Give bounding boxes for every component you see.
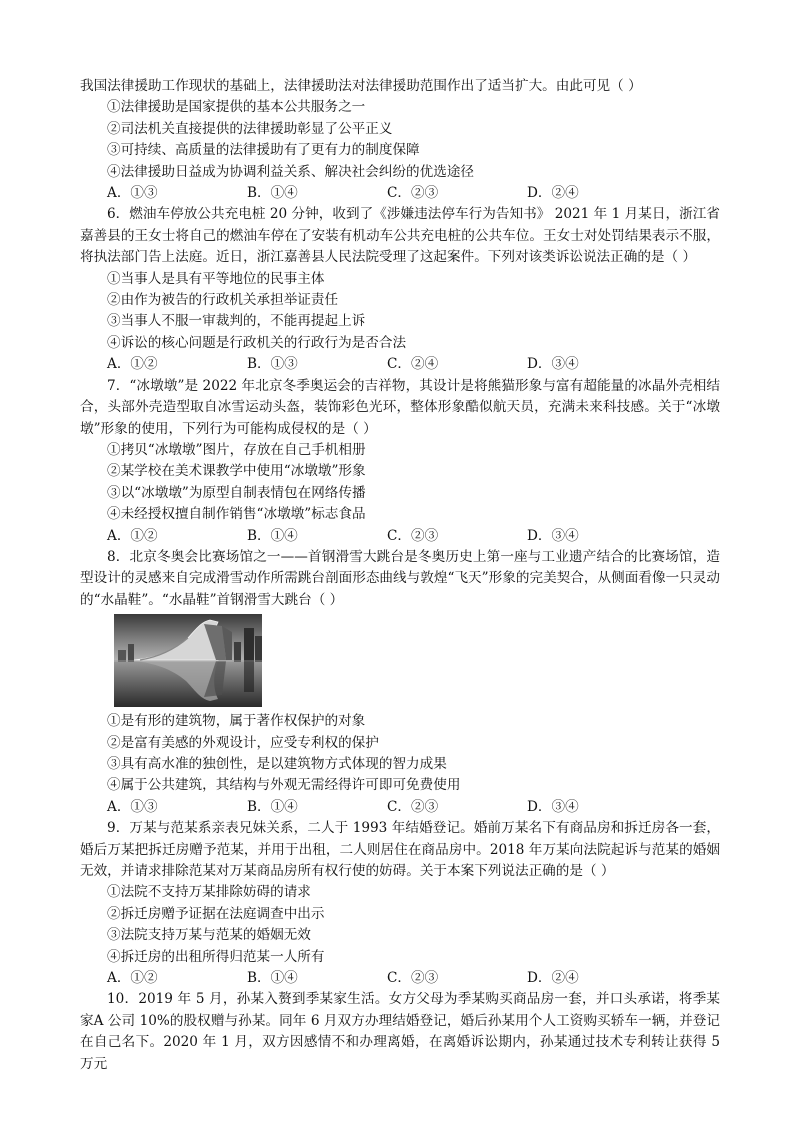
- q6-choice-a: A．①②: [107, 356, 158, 373]
- q8-option-4: ④属于公共建筑，其结构与外观无需经得许可即可免费使用: [107, 777, 461, 794]
- q6-choice-c: C．②④: [387, 356, 439, 373]
- q9-choices: [80, 968, 720, 989]
- q6-choices: [80, 354, 720, 375]
- q6-choice-d: D．③④: [527, 356, 579, 373]
- q9-choice-c: C．②③: [387, 970, 439, 987]
- q5-option-1: ①法律援助是国家提供的基本公共服务之一: [107, 99, 366, 116]
- q5-option-3: ③可持续、高质量的法律援助有了更有力的制度保障: [107, 142, 420, 159]
- q9-option-2: ②拆迁房赠予证据在法庭调查中出示: [107, 905, 325, 922]
- q5-stem-tail: 我国法律援助工作现状的基础上，法律援助法对法律援助范围作出了适当扩大。由此可见（ ）: [80, 78, 642, 94]
- q7-option-1: ①拷贝“冰墩墩”图片，存放在自己手机相册: [107, 441, 366, 458]
- q9-choice-a: A．①②: [107, 970, 158, 987]
- exam-page: [80, 76, 720, 1075]
- q6-choice-b: B．①③: [247, 356, 298, 373]
- q5-option-2: ②司法机关直接提供的法律援助彰显了公平正义: [107, 120, 393, 137]
- q9-choice-d: D．②④: [527, 970, 579, 987]
- q6-option-2: ②由作为被告的行政机关承担举证责任: [107, 292, 339, 309]
- ski-jump-photo: [114, 614, 262, 707]
- q8-choice-c: C．②③: [387, 798, 439, 815]
- q6-option-3: ③当事人不服一审裁判的，不能再提起上诉: [107, 313, 366, 330]
- q7-stem: 7．“冰墩墩”是 2022 年北京冬季奥运会的吉祥物，其设计是将熊猫形象与富有超能量的冰晶外壳相结合，头部外壳造型取自冰雪运动头盔，装饰彩色光环，整体形象酷似航天员，充满未来科技感。关于“冰墩墩”形象的使用，下列行为可能构成侵权的是（ ）: [80, 377, 720, 437]
- q7-choice-a: A．①②: [107, 527, 158, 544]
- q8-choice-b: B．①④: [247, 798, 298, 815]
- q5-choice-b: B．①④: [247, 185, 298, 202]
- q10-stem: 10．2019 年 5 月，孙某入赘到季某家生活。女方父母为季某购买商品房一套，并口头承诺，将季某家A 公司 10%的股权赠与孙某。同年 6 月双方办理结婚登记，婚后孙某用个人工资购买轿车一辆，并登记在自己名下。2020 年 1 月，双方因感情不和办理离婚，在离婚诉讼期内，孙某通过技术专利转让获得 5 万元: [80, 991, 720, 1072]
- q9-option-1: ①法院不支持万某排除妨碍的请求: [107, 884, 311, 901]
- q9-option-4: ④拆迁房的出租所得归范某一人所有: [107, 948, 325, 965]
- q8-choice-a: A．①③: [107, 798, 158, 815]
- q7-option-4: ④未经授权擅自制作销售“冰墩墩”标志食品: [107, 506, 366, 523]
- q9-option-3: ③法院支持万某与范某的婚姻无效: [107, 927, 311, 944]
- q6-option-1: ①当事人是具有平等地位的民事主体: [107, 270, 325, 287]
- q8-choices: [80, 797, 720, 818]
- q8-option-3: ③具有高水准的独创性，是以建筑物方式体现的智力成果: [107, 755, 447, 772]
- q7-choices: [80, 526, 720, 547]
- q6-stem: 6．燃油车停放公共充电桩 20 分钟，收到了《涉嫌违法停车行为告知书》 2021 年 1 月某日，浙江省嘉善县的王女士将自己的燃油车停在了安装有机动车公共充电桩的公共车位。王女士对处罚结果表示不服，将执法部门告上法庭。近日，浙江嘉善县人民法院受理了这起案件。下列对该类诉讼说法正确的是（ ）: [80, 206, 720, 266]
- q9-choice-b: B．①④: [247, 970, 298, 987]
- q8-stem: 8．北京冬奥会比赛场馆之一——首钢滑雪大跳台是冬奥历史上第一座与工业遗产结合的比赛场馆，造型设计的灵感来自完成滑雪动作所需跳台剖面形态曲线与敦煌“飞天”形象的完美契合，从侧面看像一只灵动的“水晶鞋”。“水晶鞋”首钢滑雪大跳台（ ）: [80, 548, 720, 608]
- q7-choice-d: D．③④: [527, 527, 579, 544]
- q6-option-4: ④诉讼的核心问题是行政机关的行政行为是否合法: [107, 334, 407, 351]
- q8-option-2: ②是富有美感的外观设计，应受专利权的保护: [107, 734, 379, 751]
- ski-jump-photo-container: [80, 614, 720, 707]
- q9-stem: 9．万某与范某系亲表兄妹关系，二人于 1993 年结婚登记。婚前万某名下有商品房和拆迁房各一套，婚后万某把拆迁房赠予范某，并用于出租，二人则居住在商品房中。2018 年万某向法院起诉与范某的婚姻无效，并请求排除范某对万某商品房所有权行使的妨碍。关于本案下列说法正确的是（ ）: [80, 820, 720, 879]
- q8-choice-d: D．③④: [527, 798, 579, 815]
- q7-option-2: ②某学校在美术课教学中使用“冰墩墩”形象: [107, 463, 366, 480]
- q5-choices: [80, 183, 720, 204]
- q7-option-3: ③以“冰墩墩”为原型自制表情包在网络传播: [107, 484, 366, 501]
- q8-option-1: ①是有形的建筑物，属于著作权保护的对象: [107, 713, 366, 730]
- q5-choice-a: A．①③: [107, 185, 158, 202]
- q5-choice-c: C．②③: [387, 185, 439, 202]
- q7-choice-b: B．①④: [247, 527, 298, 544]
- q5-option-4: ④法律援助日益成为协调利益关系、解决社会纠纷的优选途径: [107, 163, 475, 180]
- q7-choice-c: C．②③: [387, 527, 439, 544]
- q5-choice-d: D．②④: [527, 185, 579, 202]
